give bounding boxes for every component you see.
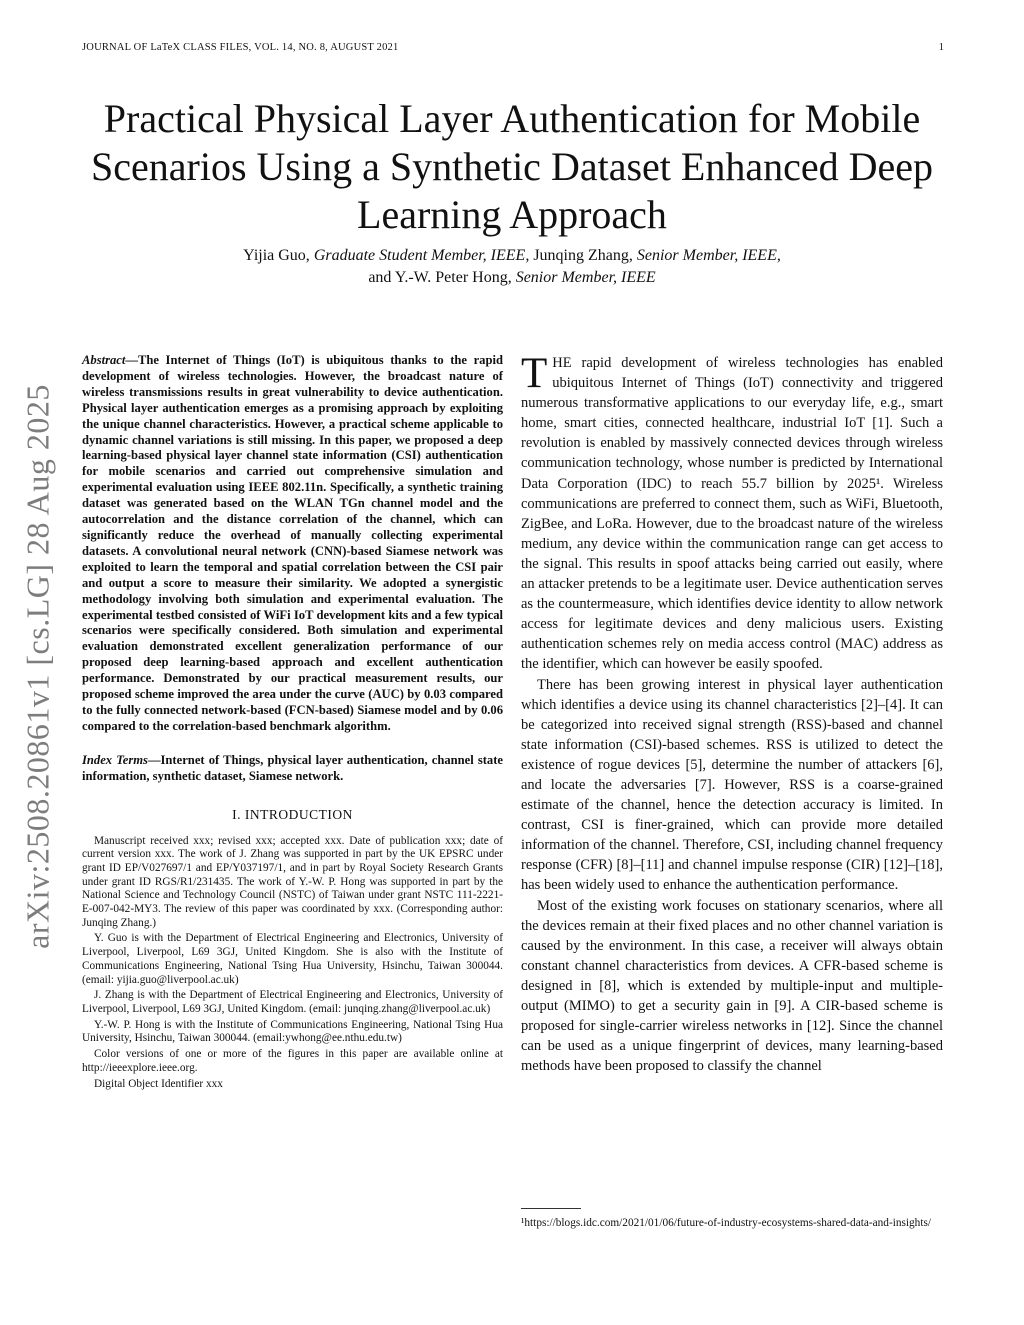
intro-paragraph-2: There has been growing interest in physical layer authentication which identifies a device using its channel characteristics [2]–[4]. It can be categorized into received signal strength (RSS)-based and channel state information (CSI)-based schemes. RSS is utilized to detect the existence of rogue devices [5], determine the number of attackers [6], and locate the adversaries [7]. However, RSS is a coarse-grained estimate of the channel, hence the detection accuracy is limited. In contrast, CSI is finer-grained, which can provide more detailed information of the channel. Therefore, CSI, including channel frequency response (CFR) [8]–[11] and channel impulse response (CIR) [12]–[18], has been widely used to enhance the authentication performance. [521, 676, 943, 894]
footnote-zhang: J. Zhang is with the Department of Electrical Engineering and Electronics, University of Liverpool, Liverpool, L69 3GJ, United Kingdom. (email: junqing.zhang@liverpool.ac.uk) [82, 989, 503, 1015]
left-column [82, 353, 503, 1093]
author-1-name: Yijia Guo, [243, 247, 310, 264]
intro-paragraph-1 [521, 350, 943, 675]
footnote-url: ¹https://blogs.idc.com/2021/01/06/future-of-industry-ecosystems-shared-data-and-insights/ [521, 1217, 931, 1229]
footnote-hong: Y.-W. P. Hong is with the Institute of Communications Engineering, National Tsing Hua University, Hsinchu, Taiwan 300044. (email:ywhong@ee.nthu.edu.tw) [82, 1018, 503, 1045]
page-number: 1 [938, 42, 944, 53]
abstract-label: Abstract [82, 353, 126, 367]
abstract-text: —The Internet of Things (IoT) is ubiquitous thanks to the rapid development of wireless technologies. However, the broadcast nature of wireless transmissions results in great vulnerability to device authentication. Physical layer authentication emerges as a promising approach by exploiting the unique channel characteristics. However, a practical scheme applicable to dynamic channel variations is still missing. In this paper, we proposed a deep learning-based physical layer channel state information (CSI) authentication for mobile scenarios and carried out comprehensive simulation and experimental evaluation using IEEE 802.11n. Specifically, a synthetic training dataset was generated based on the WLAN TGn channel model and the autocorrelation and the distance correlation of the channel, which can significantly reduce the overhead of manually collecting experimental datasets. A convolutional neural network (CNN)-based Siamese network was exploited to learn the temporal and spatial correlation between the CSI pair and output a score to measure their similarity. We adopted a synergistic methodology involving both simulation and experimental evaluation. The experimental testbed consisted of WiFi IoT development kits and a few typical scenarios were specifically considered. Both simulation and experimental evaluation demonstrated excellent generalization performance of our proposed deep learning-based approach and excellent authentication performance. Demonstrated by our practical measurement results, our proposed scheme improved the area under the curve (AUC) by 0.03 compared to the fully connected network-based (FCN-based) Siamese model and by 0.06 compared to the correlation-based benchmark algorithm. [82, 353, 503, 733]
journal-header: JOURNAL OF LaTeX CLASS FILES, VOL. 14, NO. 8, AUGUST 2021 [82, 42, 399, 53]
intro-p1-text: rapid development of wireless technologies has enabled ubiquitous Internet of Things (IoT) connectivity and triggered numerous transformative applications to our everyday life, e.g., smart home, smart cities, connected healthcare, industrial IoT [1]. Such a revolution is enabled by massively connected devices through wireless communication technology, whose number is predicted by International Data Corporation (IDC) to reach 55.7 billion by 2025¹. Wireless communications are preferred to connect them, such as WiFi, Bluetooth, ZigBee, and LoRa. However, due to the broadcast nature of the wireless medium, any device within the communication range can get access to the signal. This results in spoof attacks being carried out easily, where an attacker pretends to be a legitimate user. Device authentication serves as the countermeasure, which identifies device identity to allow network access for legitimate devices and deny malicious users. Existing authentication schemes rely on media access control (MAC) address as the identifier, which can however be easily spoofed. [521, 355, 943, 673]
footnote-doi: Digital Object Identifier xxx [94, 1077, 223, 1090]
arxiv-identifier: arXiv:2508.20861v1 [cs.LG] 28 Aug 2025 [19, 384, 56, 949]
author-3-role: Senior Member, IEEE [515, 269, 656, 286]
footnote-rule [521, 1208, 581, 1209]
author-list [60, 245, 964, 289]
intro-paragraph-3: Most of the existing work focuses on stationary scenarios, where all the devices remain at their fixed places and no other channel variation is caused by the environment. In this case, a receiver will always obtain constant channel characteristics from devices. A CFR-based scheme is designed in [8], which is extended by multiple-input and multiple-output (MIMO) to get a security gain in [9]. A CIR-based scheme is proposed for single-carrier wireless networks in [12]. Since the channel can be used as a unique fingerprint of devices, many learning-based methods have been proposed to classify the channel [521, 897, 943, 1075]
author-2-name: Junqing Zhang, [533, 247, 633, 264]
abstract [82, 353, 503, 735]
drop-cap: T [521, 350, 548, 397]
intro-first-word: HE [552, 355, 572, 371]
section-heading: I. INTRODUCTION [232, 806, 353, 822]
author-footnotes [82, 835, 503, 1092]
index-terms-text: —Internet of Things, physical layer authentication, channel state information, synthetic dataset, Siamese network. [82, 752, 504, 783]
author-1-role: Graduate Student Member, IEEE, [313, 247, 530, 264]
footnote-guo: Y. Guo is with the Department of Electrical Engineering and Electronics, University of Liverpool, Liverpool, L69 3GJ, United Kingdom. She is also with the Institute of Communications Engineering, National Tsing Hua University, Hsinchu, Taiwan 300044. (email: yijia.guo@liverpool.ac.uk) [82, 932, 503, 986]
right-column [521, 350, 943, 1076]
footnote-manuscript: Manuscript received xxx; revised xxx; accepted xxx. Date of publication xxx; date of current version xxx. The work of J. Zhang was supported in part by the UK EPSRC under grant ID EP/V027697/1 and EP/Y037197/1, and in part by Royal Society Research Grants under grant ID RGS/R1/231435. The work of Y.-W. P. Hong was supported in part by the National Science and Technology Council (NSTC) of Taiwan under grant NSTC 111-2221-E-007-042-MY3. The review of this paper was coordinated by xxx. (Corresponding author: Junqing Zhang.) [82, 834, 503, 929]
index-terms-label: Index Terms [82, 752, 148, 767]
paper-title: Practical Physical Layer Authentication for Mobile Scenarios Using a Synthetic Dataset Enhanced Deep Learning Approach [91, 96, 933, 237]
footnote-color: Color versions of one or more of the figures in this paper are available online at http://ieeexplore.ieee.org. [82, 1048, 503, 1074]
author-2-role: Senior Member, IEEE, [636, 247, 781, 264]
author-3-name: and Y.-W. Peter Hong, [368, 269, 512, 286]
index-terms [82, 753, 503, 785]
